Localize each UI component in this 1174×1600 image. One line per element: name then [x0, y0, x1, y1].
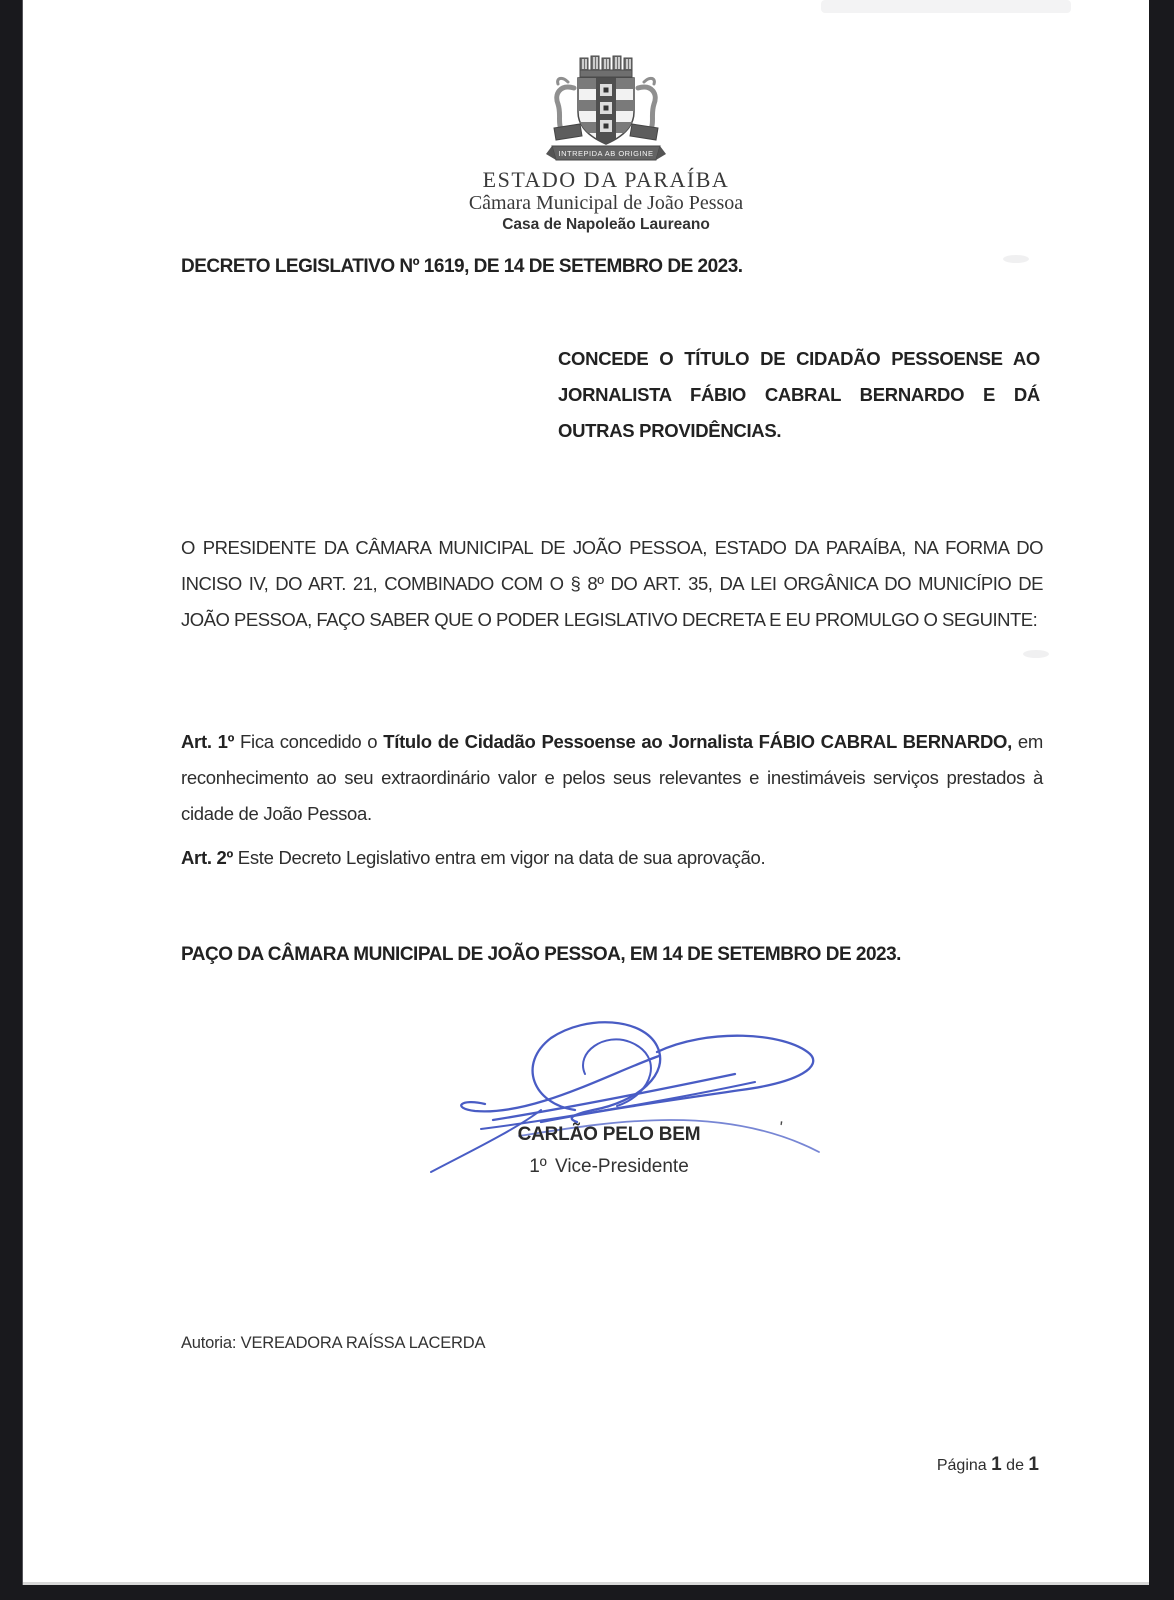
document-page	[22, 0, 1149, 1585]
coat-of-arms-icon	[544, 54, 668, 168]
article-1	[181, 724, 1043, 832]
total-pages: 1	[1028, 1454, 1039, 1475]
crest-motto-text: INTREPIDA AB ORIGINE	[558, 149, 654, 158]
article-2-label: Art. 2º	[181, 847, 233, 868]
decree-preamble: O PRESIDENTE DA CÂMARA MUNICIPAL DE JOÃO PESSOA, ESTADO DA PARAÍBA, NA FORMA DO INCISO IV, DO ART. 21, COMBINADO COM O § 8º DO ART. 35, DA LEI ORGÂNICA DO MUNICÍPIO DE JOÃO PESSOA, FAÇO SABER QUE O PODER LEGISLATIVO DECRETA E EU PROMULGO O SEGUINTE:	[181, 537, 1043, 630]
signature-ink-icon	[423, 1012, 823, 1180]
article-1-text-a: Fica concedido o	[234, 731, 384, 752]
article-2-text: Este Decreto Legislativo entra em vigor na data de sua aprovação.	[232, 847, 766, 868]
scan-artifact-smudge	[821, 0, 1071, 13]
signer-name: CARLÃO PELO BEM	[517, 1124, 701, 1145]
letterhead-state: ESTADO DA PARAÍBA	[482, 167, 730, 192]
crest-shield	[578, 78, 634, 144]
page-number-footer	[723, 1454, 1039, 1476]
letterhead	[336, 167, 876, 234]
page-number: 1	[991, 1454, 1002, 1475]
article-1-text-c: em reconhecimento ao seu extraordinário valor e pelos seus relevantes e inestimáveis serviços prestados à cidade de João Pessoa.	[181, 731, 1043, 824]
scan-artifact-fleck	[1023, 650, 1049, 658]
decree-summary: CONCEDE O TÍTULO DE CIDADÃO PESSOENSE AO JORNALISTA FÁBIO CABRAL BERNARDO E DÁ OUTRAS PROVIDÊNCIAS.	[558, 348, 1040, 441]
signer-role: 1º Vice-Presidente	[529, 1156, 689, 1177]
page-label: Página	[936, 1457, 987, 1474]
coat-of-arms	[544, 54, 668, 173]
article-1-text-bold: Título de Cidadão Pessoense ao Jornalista FÁBIO CABRAL BERNARDO,	[383, 731, 1012, 752]
closing-line: PAÇO DA CÂMARA MUNICIPAL DE JOÃO PESSOA, EM 14 DE SETEMBRO DE 2023.	[181, 944, 901, 965]
decree-title: DECRETO LEGISLATIVO Nº 1619, DE 14 DE SETEMBRO DE 2023.	[181, 256, 743, 277]
crest-banner	[546, 146, 666, 160]
article-1-label: Art. 1º	[181, 731, 235, 752]
stray-pen-mark: '	[777, 1117, 784, 1138]
article-2	[181, 847, 1043, 869]
letterhead-chamber: Câmara Municipal de João Pessoa	[468, 192, 744, 214]
of-label: de	[1006, 1457, 1024, 1474]
crest-crown	[580, 56, 632, 77]
authorship-line: Autoria: VEREADORA RAÍSSA LACERDA	[181, 1334, 486, 1352]
letterhead-house: Casa de Napoleão Laureano	[502, 216, 710, 233]
